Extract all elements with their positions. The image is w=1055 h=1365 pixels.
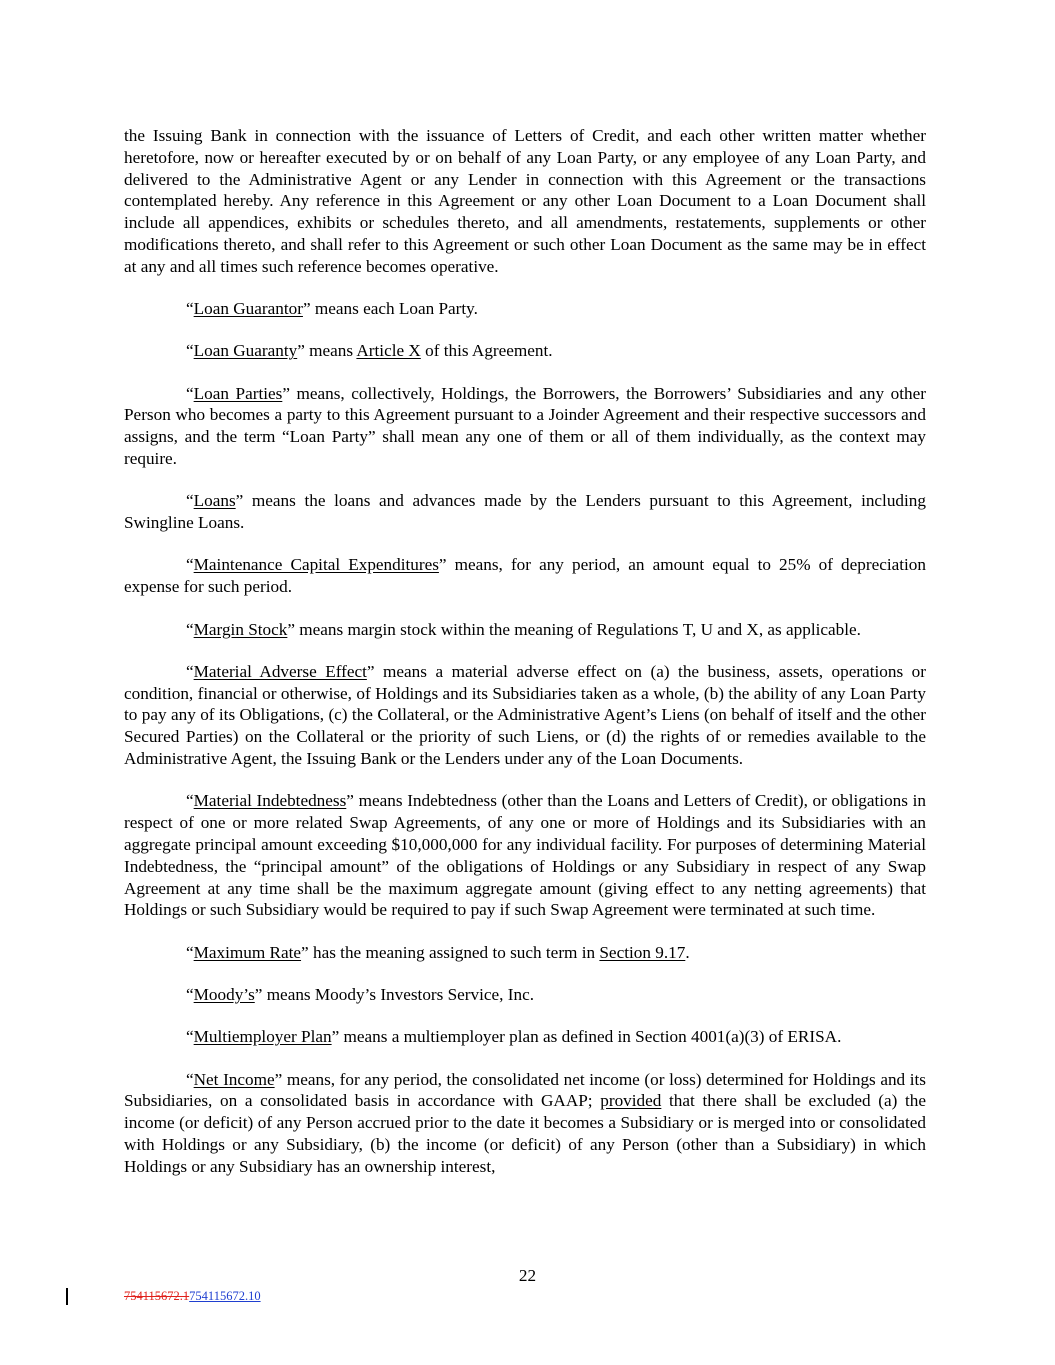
definition-text: ” means the loans and advances made by the Lenders pursuant to this Agreement, including Swingline Loans.	[124, 491, 926, 533]
definition-moodys	[124, 984, 926, 1006]
document-id-deleted: 754115672.1	[124, 1289, 190, 1303]
open-quote: “	[186, 383, 194, 403]
defined-term: Loan Guaranty	[193, 341, 298, 361]
definition-loan-guaranty	[124, 340, 926, 362]
definition-text: ” means	[297, 341, 357, 361]
open-quote: “	[186, 984, 194, 1004]
defined-term: Loan Parties	[193, 383, 283, 403]
open-quote: “	[186, 661, 194, 681]
definition-text: ” means margin stock within the meaning of Regulations T, U and X, as applicable.	[287, 619, 861, 639]
open-quote: “	[186, 491, 194, 511]
open-quote: “	[186, 299, 194, 319]
document-body	[124, 125, 926, 1198]
definition-text: ” means, for any period, an amount equal to 25% of depreciation expense for such period.	[124, 555, 926, 597]
definition-maintenance-capex	[124, 554, 926, 598]
open-quote: “	[186, 341, 194, 361]
definition-text: ” means Moody’s Investors Service, Inc.	[254, 984, 534, 1004]
definition-text: ” means Indebtedness (other than the Loans and Letters of Credit), or obligations in respect of one or more related Swap Agreements, of any one or more of Holdings and its Subsidiaries with an aggregate principal amount exceeding $10,000,000 for any individual facility. For purposes of determining Material Indebtedness, the “principal amount” of the obligations of Holdings or any Subsidiary in respect of any Swap Agreement at any time shall be the maximum aggregate amount (giving effect to any netting agreements) that Holdings or such Subsidiary would be required to pay if such Swap Agreement were terminated at such time.	[124, 791, 926, 920]
definition-loans	[124, 490, 926, 534]
cross-reference: Article X	[356, 341, 421, 361]
definition-loan-guarantor	[124, 298, 926, 320]
definition-text: .	[685, 942, 690, 962]
definition-text: ” means a multiemployer plan as defined in Section 4001(a)(3) of ERISA.	[331, 1027, 842, 1047]
document-id-inserted: 754115672.10	[189, 1289, 261, 1303]
open-quote: “	[186, 1027, 194, 1047]
open-quote: “	[186, 791, 194, 811]
open-quote: “	[186, 555, 194, 575]
definition-material-adverse-effect	[124, 661, 926, 770]
definition-material-indebtedness	[124, 790, 926, 921]
open-quote: “	[186, 1069, 194, 1089]
definition-text: that there shall be excluded (a) the income (or deficit) of any Person accrued prior to the date it becomes a Subsidiary or is merged into or consolidated with Holdings or any Subsidiary, (b) the income (or deficit) of any Person (other than a Subsidiary) in which Holdings or any Subsidiary has an ownership interest,	[124, 1091, 927, 1176]
defined-term: Margin Stock	[193, 619, 288, 639]
revision-change-bar	[66, 1288, 68, 1305]
defined-term: Loans	[193, 491, 236, 511]
proviso-term: provided	[600, 1091, 662, 1111]
cross-reference: Section 9.17	[599, 942, 686, 962]
definition-text: ” means each Loan Party.	[302, 299, 478, 319]
document-id	[124, 1289, 261, 1304]
defined-term: Moody’s	[193, 984, 255, 1004]
open-quote: “	[186, 619, 194, 639]
definition-loan-parties	[124, 383, 926, 470]
definition-text: ” means, collectively, Holdings, the Borrowers, the Borrowers’ Subsidiaries and any other Person who becomes a party to this Agreement pursuant to a Joinder Agreement and their respective successors and assigns, and the term “Loan Party” shall mean any one of them or all of them individually, as the context may require.	[124, 383, 926, 469]
definition-text: ” has the meaning assigned to such term in	[301, 942, 600, 962]
definition-text: of this Agreement.	[420, 341, 553, 361]
defined-term: Maintenance Capital Expenditures	[193, 555, 439, 575]
definition-text: ” means a material adverse effect on (a) the business, assets, operations or condition, financial or otherwise, of Holdings and its Subsidiaries taken as a whole, (b) the ability of any Loan Party to pay any of its Obligations, (c) the Collateral, or the Administrative Agent’s Liens (on behalf of itself and the other Secured Parties) on the Collateral or the priority of such Liens, or (d) the rights of or remedies available to the Administrative Agent, the Issuing Bank or the Lenders under any of the Loan Documents.	[124, 661, 926, 769]
defined-term: Material Adverse Effect	[193, 661, 367, 681]
definition-margin-stock	[124, 619, 926, 641]
defined-term: Material Indebtedness	[193, 791, 347, 811]
definition-maximum-rate	[124, 942, 926, 964]
defined-term: Net Income	[193, 1069, 275, 1089]
defined-term: Multiemployer Plan	[193, 1027, 332, 1047]
definition-text: ” means, for any period, the consolidated net income (or loss) determined for Holdings and its Subsidiaries, on a consolidated basis in accordance with GAAP;	[124, 1069, 926, 1111]
intro-paragraph: the Issuing Bank in connection with the issuance of Letters of Credit, and each other written matter whether heretofore, now or hereafter executed by or on behalf of any Loan Party, or any employee of any Loan Party, and delivered to the Administrative Agent or any Lender in connection with this Agreement or the transactions contemplated hereby. Any reference in this Agreement or any other Loan Document to a Loan Document shall include all appendices, exhibits or schedules thereto, and all amendments, restatements, supplements or other modifications thereto, and shall refer to this Agreement or such other Loan Document as the same may be in effect at any and all times such reference becomes operative.	[124, 126, 926, 276]
defined-term: Maximum Rate	[193, 942, 302, 962]
definition-net-income	[124, 1069, 926, 1178]
defined-term: Loan Guarantor	[193, 299, 303, 319]
open-quote: “	[186, 942, 194, 962]
definition-multiemployer-plan	[124, 1026, 926, 1048]
page-number: 22	[518, 1266, 537, 1285]
